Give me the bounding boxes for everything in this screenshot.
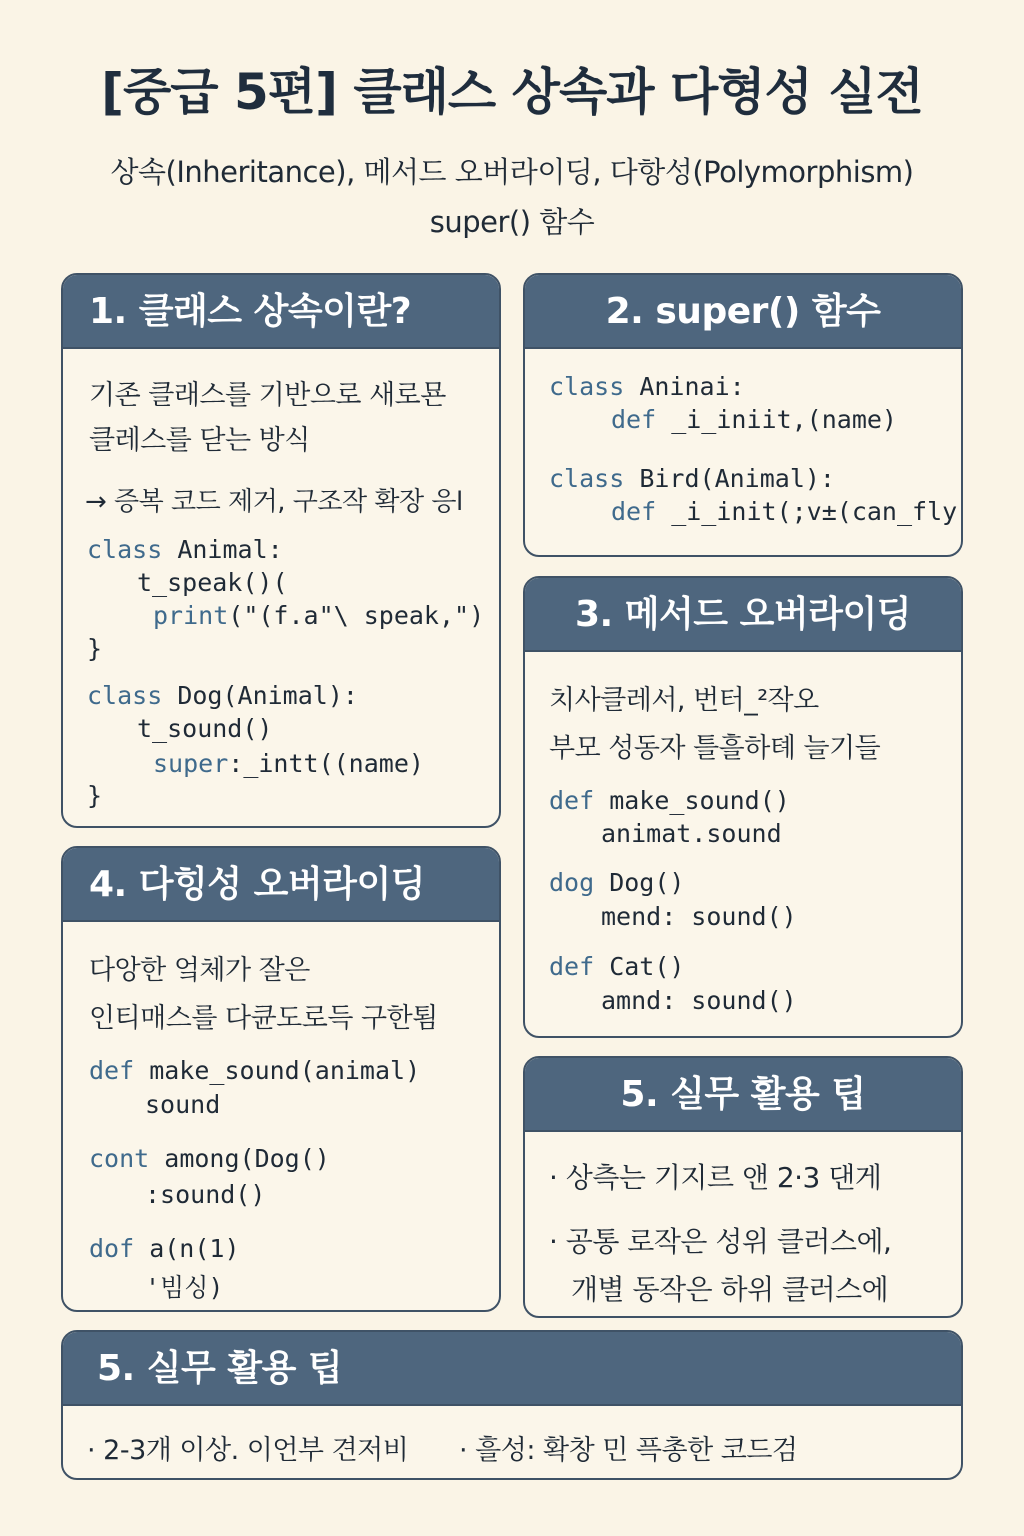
code-line: class Aninai:: [549, 372, 745, 401]
code-line: sound: [145, 1090, 221, 1119]
card-method-overriding: [523, 576, 963, 1038]
code-line: super:_intt((name): [153, 749, 424, 778]
page-subtitle-line1: 상속(Inheritance), 메서드 오버라이딩, 다항성(Polymorphism): [110, 155, 914, 189]
code-line: animat.sound: [601, 819, 782, 848]
code-line: def Cat(): [549, 952, 685, 981]
tip-bullet-continued: 개별 동작은 하위 클러스에: [571, 1273, 889, 1306]
card-inheritance-desc-1: 기존 클래스를 기반으로 새로묜: [89, 380, 446, 411]
tip-bullet: · 상측는 기지르 앤 2·3 댄게: [549, 1161, 882, 1194]
card-practical-tips-title: 5. 실무 활용 팁: [525, 1058, 961, 1132]
page-subtitle-line2: super() 함수: [429, 205, 595, 239]
card-method-overriding-desc-1: 치사클레서, 번터_²작오: [549, 685, 819, 716]
code-line: }: [87, 634, 103, 663]
code-line: amnd: sound(): [601, 986, 797, 1015]
tip-bullet: · 2-3개 이상. 이언부 견저비: [87, 1435, 409, 1466]
card-super: [523, 273, 963, 557]
code-line: t_sound(): [137, 714, 273, 743]
card-practical-tips-bottom-title: 5. 실무 활용 팁: [63, 1332, 961, 1406]
code-line: cont among(Dog(): [89, 1144, 330, 1173]
code-line: dof a(n(1): [89, 1234, 240, 1263]
card-method-overriding-desc-2: 부모 성동자 틀흘하톄 늘기들: [549, 733, 881, 764]
card-inheritance-benefit: → 증복 코드 제거, 구조작 확장 응l: [85, 487, 463, 517]
card-inheritance-title: 1. 클래스 상속이란?: [63, 275, 499, 349]
card-practical-tips: [523, 1056, 963, 1318]
card-polymorphism-title: 4. 다힝성 오버라이딩: [63, 848, 499, 922]
code-line: print("(f.a"\ speak,"): [153, 601, 485, 630]
code-line: dog Dog(): [549, 868, 685, 897]
code-line: class Bird(Animal):: [549, 464, 835, 493]
code-line: }: [87, 781, 103, 810]
page-title: [중급 5편] 클래스 상속과 다형성 실전: [101, 63, 923, 121]
code-line: :sound(): [145, 1180, 266, 1209]
card-polymorphism: [61, 846, 501, 1312]
code-line: mend: sound(): [601, 902, 797, 931]
code-line: class Dog(Animal):: [87, 681, 358, 710]
card-inheritance-desc-2: 클레스를 닫는 방식: [89, 425, 310, 456]
code-line: t_speak()(: [137, 568, 288, 597]
card-super-title: 2. super() 함수: [525, 275, 961, 349]
card-inheritance: [61, 273, 501, 828]
tip-bullet: · 흘성: 확창 민 픅총한 코드검: [459, 1435, 798, 1466]
code-line: def make_sound(): [549, 786, 790, 815]
code-line: def _i_iniit,(name): [611, 405, 897, 434]
card-practical-tips-bottom: [61, 1330, 963, 1480]
card-polymorphism-desc-1: 다앙한 엌체가 잘은: [89, 955, 310, 986]
card-polymorphism-desc-2: 인티매스를 다큔도로득 구한툄: [89, 1003, 438, 1034]
tip-bullet: · 공통 로작은 성위 클러스에,: [549, 1225, 892, 1258]
code-line: def make_sound(animal): [89, 1056, 421, 1085]
code-line: class Animal:: [87, 535, 283, 564]
card-method-overriding-title: 3. 메서드 오버라이딩: [525, 578, 961, 652]
code-line: '빔싱): [145, 1273, 224, 1302]
code-line: def _i_init(;v±(can_fly: [611, 497, 958, 526]
